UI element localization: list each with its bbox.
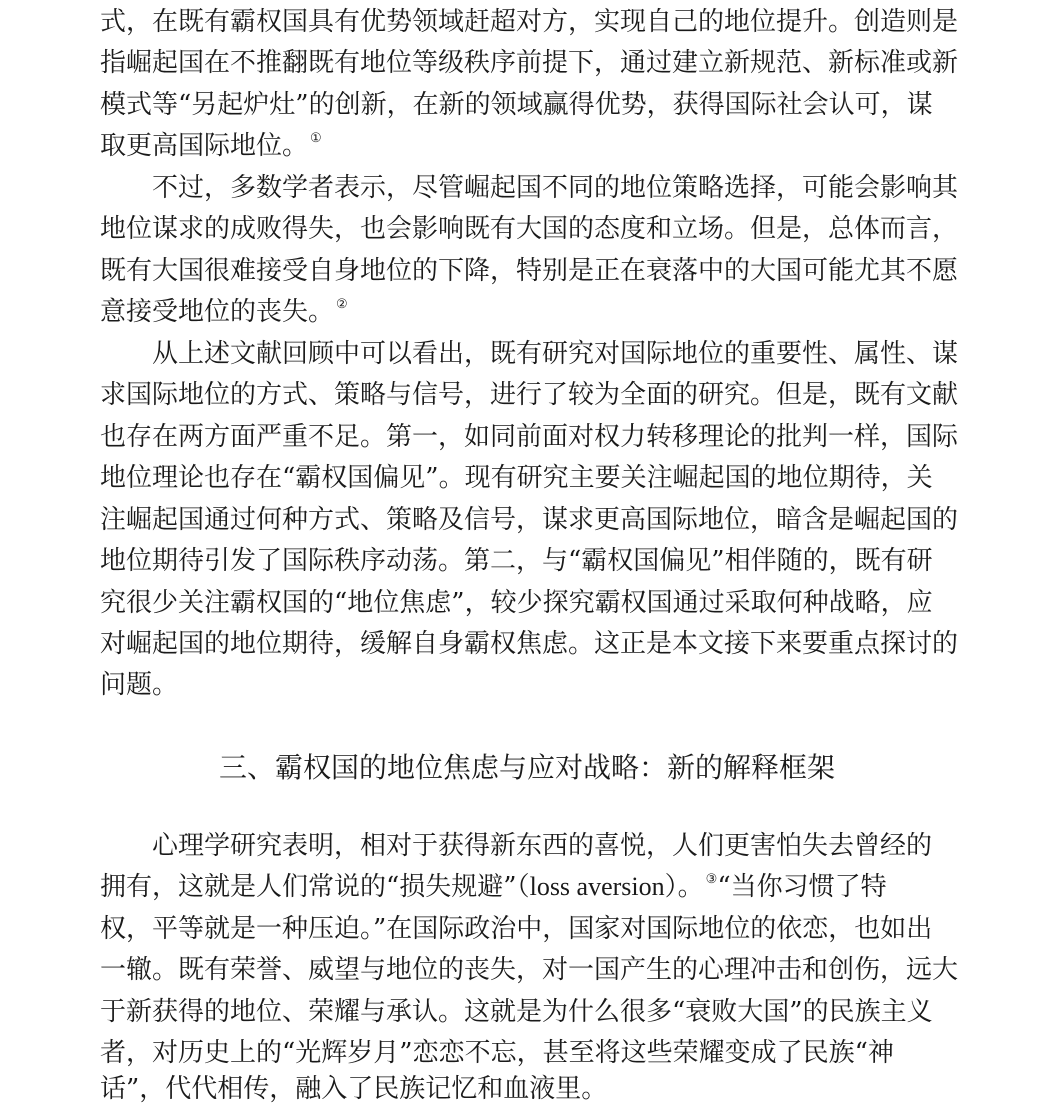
text-run: 注崛起国通过何种方式、策略及信号，谋求更高国际地位，暗含是崛起国的 <box>100 505 959 535</box>
paragraph-3-line-3 <box>0 420 1054 454</box>
text-run: ）。 <box>664 872 704 902</box>
paragraph-3-line-2 <box>0 378 1054 412</box>
text-run: 拥有，这就是人们常说的“损失规避”（ <box>100 872 530 902</box>
text-run: 话”，代代相传，融入了民族记忆和血液里。 <box>100 1074 608 1104</box>
text-run: 权，平等就是一种压迫。”在国际政治中，国家对国际地位的依恋，也如出 <box>100 914 933 944</box>
text-run: 从上述文献回顾中可以看出，既有研究对国际地位的重要性、属性、谋 <box>152 339 959 369</box>
text-run: “当你习惯了特 <box>717 872 887 902</box>
text-run: 地位期待引发了国际秩序动荡。第二，与“霸权国偏见”相伴随的，既有研 <box>100 546 933 576</box>
text-run: 意接受地位的丧失。 <box>100 297 335 327</box>
text-run: 指崛起国在不推翻既有地位等级秩序前提下，通过建立新规范、新标准或新 <box>100 48 959 78</box>
paragraph-3-line-1 <box>0 337 1054 371</box>
paragraph-2-line-2 <box>0 212 1054 246</box>
text-run: 者，对历史上的“光辉岁月”恋恋不忘，甚至将这些荣耀变成了民族“神 <box>100 1038 894 1068</box>
text-run: 问题。 <box>100 670 179 700</box>
text-run: 式，在既有霸权国具有优势领域赶超对方，实现自己的地位提升。创造则是 <box>100 7 959 37</box>
paragraph-3-line-6 <box>0 544 1054 578</box>
paragraph-4-line-2 <box>0 870 1054 904</box>
text-run: 取更高国际地位。 <box>100 131 309 161</box>
paragraph-1-line-2 <box>0 46 1054 80</box>
footnote-marker-1: ① <box>310 131 322 146</box>
text-run: 也存在两方面严重不足。第一，如同前面对权力转移理论的批判一样，国际 <box>100 422 959 452</box>
paragraph-2-line-3 <box>0 254 1054 288</box>
footnote-marker-3: ③ <box>705 872 718 887</box>
paragraph-3-line-8 <box>0 627 1054 661</box>
text-run: 究很少关注霸权国的“地位焦虑”，较少探究霸权国通过采取何种战略，应 <box>100 588 933 618</box>
text-run: 对崛起国的地位期待，缓解自身霸权焦虑。这正是本文接下来要重点探讨的 <box>100 629 959 659</box>
paragraph-4-line-4 <box>0 953 1054 987</box>
paragraph-3-line-4 <box>0 461 1054 495</box>
text-run: 求国际地位的方式、策略与信号，进行了较为全面的研究。但是，既有文献 <box>100 380 959 410</box>
paragraph-3-line-9 <box>0 668 1054 702</box>
section-heading: 三、霸权国的地位焦虑与应对战略：新的解释框架 <box>218 751 835 784</box>
paragraph-4-line-3 <box>0 912 1054 946</box>
paragraph-2-line-4 <box>0 295 1054 329</box>
paragraph-3-line-7 <box>0 586 1054 620</box>
text-run: 地位谋求的成败得失，也会影响既有大国的态度和立场。但是，总体而言， <box>100 214 959 244</box>
paragraph-2-line-1 <box>0 171 1054 205</box>
paragraph-1-line-1 <box>0 5 1054 39</box>
text-run: 一辙。既有荣誉、威望与地位的丧失，对一国产生的心理冲击和创伤，远大 <box>100 955 959 985</box>
text-run: 地位理论也存在“霸权国偏见”。现有研究主要关注崛起国的地位期待，关 <box>100 463 933 493</box>
text-run: 于新获得的地位、荣耀与承认。这就是为什么很多“衰败大国”的民族主义 <box>100 997 933 1027</box>
paragraph-4-line-6 <box>0 1036 1054 1070</box>
paragraph-1-line-3 <box>0 88 1054 122</box>
paragraph-3-line-5 <box>0 503 1054 537</box>
text-run: 心理学研究表明，相对于获得新东西的喜悦，人们更害怕失去曾经的 <box>152 831 933 861</box>
paragraph-4-line-1 <box>0 829 1054 863</box>
paragraph-1-line-4 <box>0 129 1054 163</box>
latin-term: loss aversion <box>529 872 665 901</box>
footnote-marker-2: ② <box>336 297 348 312</box>
paragraph-4-line-7 <box>0 1072 1054 1106</box>
text-run: 既有大国很难接受自身地位的下降，特别是正在衰落中的大国可能尤其不愿 <box>100 256 959 286</box>
text-run: 不过，多数学者表示，尽管崛起国不同的地位策略选择，可能会影响其 <box>152 173 959 203</box>
paragraph-4-line-5 <box>0 995 1054 1029</box>
text-run: 模式等“另起炉灶”的创新，在新的领域赢得优势，获得国际社会认可，谋 <box>100 90 933 120</box>
